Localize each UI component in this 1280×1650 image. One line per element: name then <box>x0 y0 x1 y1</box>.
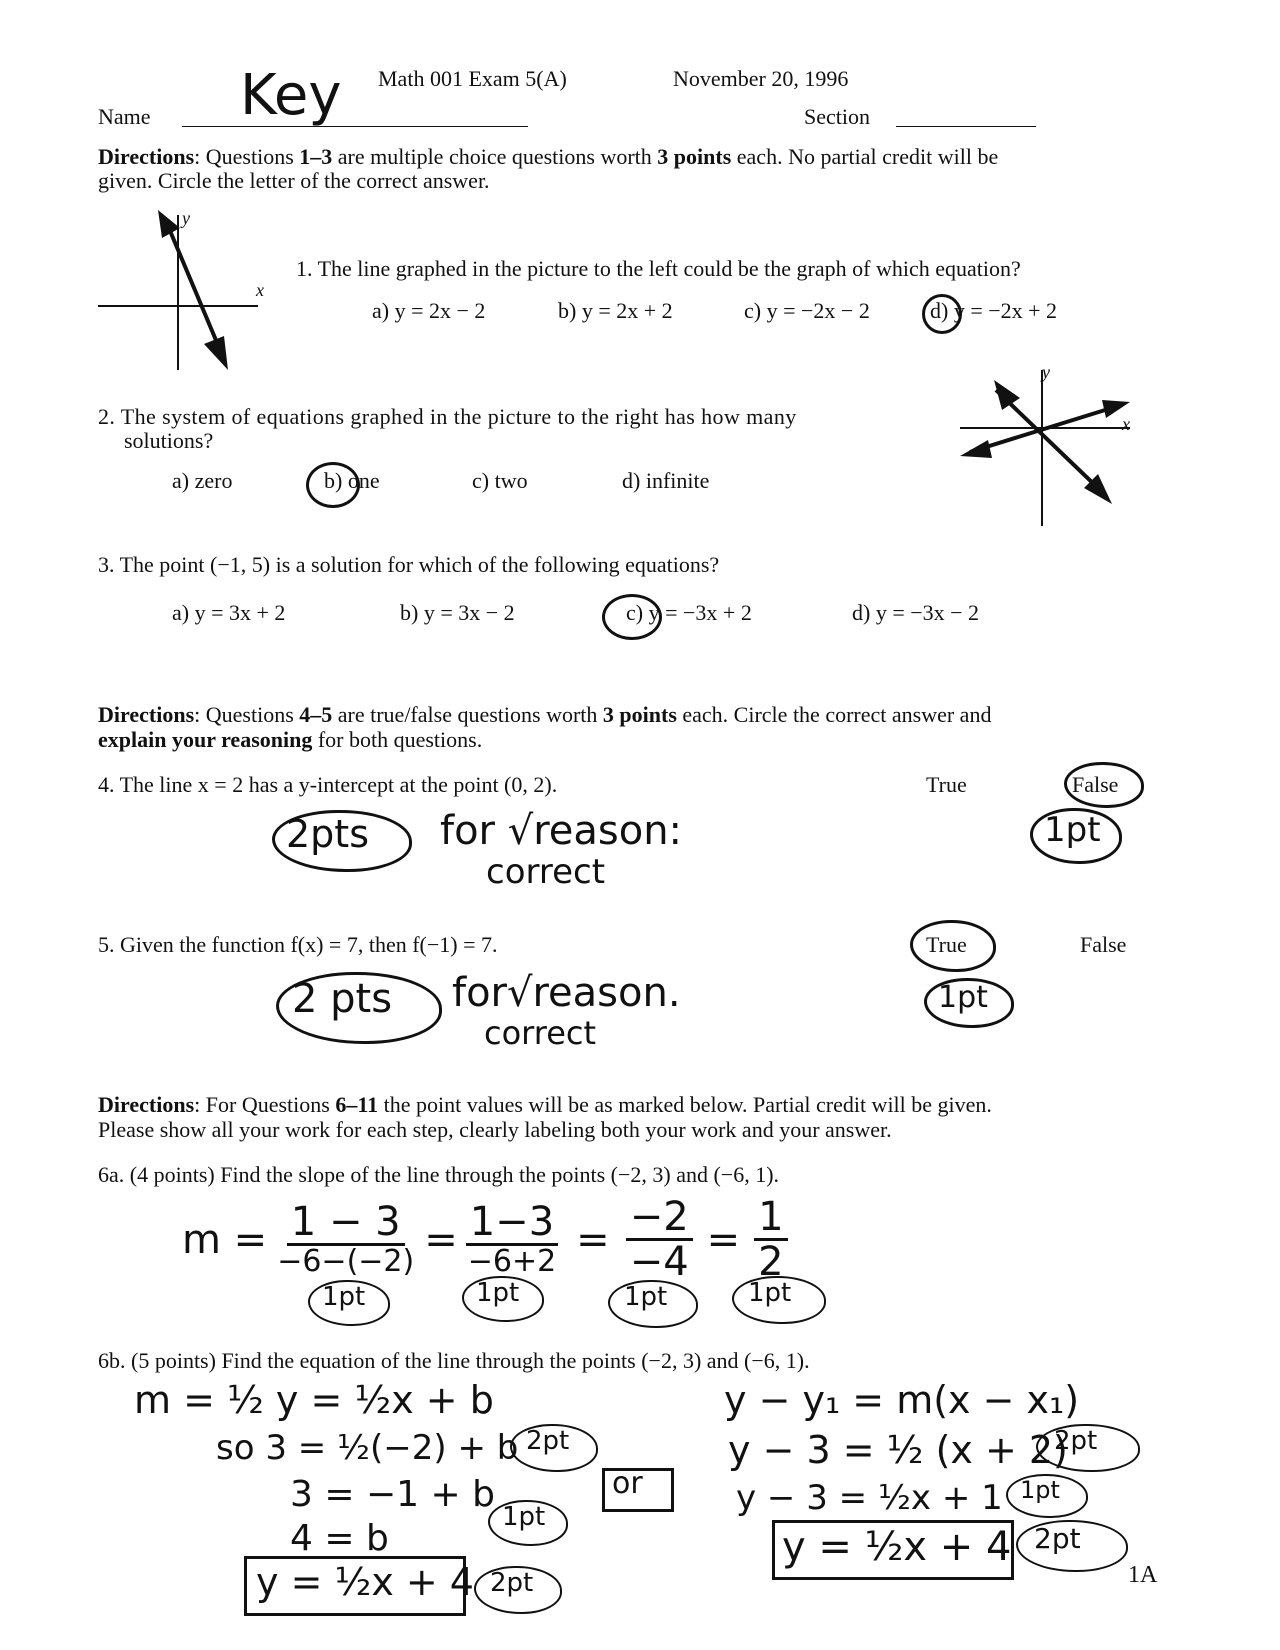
q5-hand-reason: for√reason. <box>452 970 681 1016</box>
q2-graph-line-2-arrow-left <box>960 440 992 458</box>
section-field-line <box>896 126 1036 127</box>
q3-option-c[interactable]: c) y = −3x + 2 <box>626 600 752 625</box>
q2-text-line2: solutions? <box>124 428 214 453</box>
name-value-handwritten: Key <box>240 63 342 128</box>
q5-hand-correct: correct <box>484 1014 597 1052</box>
q6b-right-line-3: y − 3 = ½x + 1 <box>736 1478 1003 1518</box>
q6b-left-pt-3: 2pt <box>490 1568 534 1598</box>
q3-option-b[interactable]: b) y = 3x − 2 <box>400 600 515 625</box>
q5-text: 5. Given the function f(x) = 7, then f(−1) = 7. <box>98 932 498 957</box>
q1-graph-arrow-bottom <box>204 336 228 370</box>
q6b-left-answer: y = ½x + 4 <box>256 1560 474 1604</box>
q5-true[interactable]: True <box>926 932 967 957</box>
q6b-text: 6b. (5 points) Find the equation of the line through the points (−2, 3) and (−6, 1). <box>98 1348 810 1373</box>
q4-hand-pt: 1pt <box>1044 810 1101 850</box>
q5-hand-pt: 1pt <box>938 980 988 1015</box>
q6b-left-line-3: 3 = −1 + b <box>290 1474 495 1515</box>
q6a-fraction-1: 1 − 3 −6−(−2) <box>277 1199 415 1280</box>
q4-hand-points: 2pts <box>286 812 369 856</box>
q6b-right-answer: y = ½x + 4 <box>782 1524 1012 1570</box>
q4-answer-circle <box>1064 762 1144 808</box>
q6a-fraction-2: 1−3 −6+2 <box>467 1199 557 1280</box>
directions-2-line2: explain your reasoning for both questions. <box>98 727 483 752</box>
page-label: 1A <box>1128 1562 1158 1588</box>
q2-option-c[interactable]: c) two <box>472 468 528 493</box>
directions-2: Directions: Questions 4–5 are true/false questions worth 3 points each. Circle the correct answer and <box>98 702 992 727</box>
q6a-text: 6a. (4 points) Find the slope of the line through the points (−2, 3) and (−6, 1). <box>98 1162 780 1187</box>
directions-3: Directions: For Questions 6–11 the point values will be as marked below. Partial credit will be given. <box>98 1092 992 1117</box>
q6a-pt-3: 1pt <box>624 1282 668 1312</box>
q2-answer-circle <box>306 462 360 508</box>
q6b-or-label: or <box>612 1466 643 1501</box>
q6a-pt-2: 1pt <box>476 1278 520 1308</box>
q4-text: 4. The line x = 2 has a y-intercept at the point (0, 2). <box>98 772 558 797</box>
q6a-fraction-4: $\frac{1}{2}$ <box>754 1196 787 1283</box>
directions-label: Directions <box>98 144 195 169</box>
q6b-right-pt-3: 2pt <box>1034 1522 1081 1555</box>
q4-false[interactable]: False <box>1072 772 1119 797</box>
q1-graph <box>98 210 278 375</box>
q3-option-a[interactable]: a) y = 3x + 2 <box>172 600 286 625</box>
q6b-right-line-2: y − 3 = ½ (x + 2) <box>728 1428 1068 1472</box>
q1-option-c[interactable]: c) y = −2x − 2 <box>744 298 870 323</box>
q2-graph-line-1-arrow-top <box>994 380 1020 410</box>
q2-graph-y-label: y <box>1042 362 1050 382</box>
directions-1: Directions: Questions 1–3 are multiple choice questions worth 3 points each. No partial credit will be <box>98 144 999 169</box>
q4-hand-reason: for √reason: <box>440 808 683 854</box>
q5-answer-circle <box>910 920 996 972</box>
q6a-pt-4: 1pt <box>748 1278 792 1308</box>
q1-answer-circle <box>922 294 962 334</box>
directions-1-line2: given. Circle the letter of the correct answer. <box>98 168 490 193</box>
exam-title: Math 001 Exam 5(A) <box>378 66 567 91</box>
q2-option-d[interactable]: d) infinite <box>622 468 710 493</box>
q6b-left-pt-2: 1pt <box>502 1502 546 1532</box>
q6b-left-line-4: 4 = b <box>290 1518 389 1559</box>
q3-option-d[interactable]: d) y = −3x − 2 <box>852 600 980 625</box>
q1-option-a[interactable]: a) y = 2x − 2 <box>372 298 486 323</box>
name-label: Name <box>98 104 151 129</box>
q3-answer-circle <box>602 594 662 640</box>
q6b-left-line-2: so 3 = ½(−2) + b <box>216 1428 519 1468</box>
q6a-m-label: m = <box>182 1216 268 1263</box>
name-field-line <box>182 126 528 127</box>
q1-option-b[interactable]: b) y = 2x + 2 <box>558 298 673 323</box>
q6a-fraction-3: $\frac{-2}{-4}$ <box>626 1196 693 1283</box>
q4-hand-correct: correct <box>486 852 606 892</box>
q6b-right-pt-1: 2pt <box>1054 1426 1098 1456</box>
q6b-left-line-1: m = ½ y = ½x + b <box>134 1378 494 1422</box>
q2-option-a[interactable]: a) zero <box>172 468 233 493</box>
q5-false[interactable]: False <box>1080 932 1127 957</box>
q1-graph-line <box>168 226 218 345</box>
q2-option-b[interactable]: b) one <box>324 468 380 493</box>
q6b-right-line-1: y − y₁ = m(x − x₁) <box>724 1378 1080 1422</box>
q1-text: 1. The line graphed in the picture to the left could be the graph of which equation? <box>296 256 1021 281</box>
directions-3-line2: Please show all your work for each step, clearly labeling both your work and your answer. <box>98 1117 892 1142</box>
q6b-left-pt-1: 2pt <box>526 1426 570 1456</box>
q6a-pt-1: 1pt <box>322 1282 366 1312</box>
q5-hand-points: 2 pts <box>292 976 393 1022</box>
q4-true[interactable]: True <box>926 772 967 797</box>
q6a-work: m = 1 − 3 −6−(−2) = 1−3 −6+2 = $\frac{-2}{-4}$ = $\frac{1}{2}$ <box>182 1196 794 1283</box>
q6b-right-pt-2: 1pt <box>1020 1476 1060 1504</box>
section-label: Section <box>804 104 870 129</box>
q2-graph-x-label: x <box>1122 414 1130 434</box>
q1-option-d[interactable]: d) y = −2x + 2 <box>930 298 1058 323</box>
q2-graph <box>960 370 1140 530</box>
q1-graph-x-label: x <box>256 280 264 300</box>
exam-date: November 20, 1996 <box>673 66 849 91</box>
q1-graph-arrow-top <box>158 210 180 238</box>
q2-text: 2. The system of equations graphed in the picture to the right has how many <box>98 404 797 429</box>
q1-graph-y-label: y <box>182 208 190 228</box>
q3-text: 3. The point (−1, 5) is a solution for which of the following equations? <box>98 552 720 577</box>
